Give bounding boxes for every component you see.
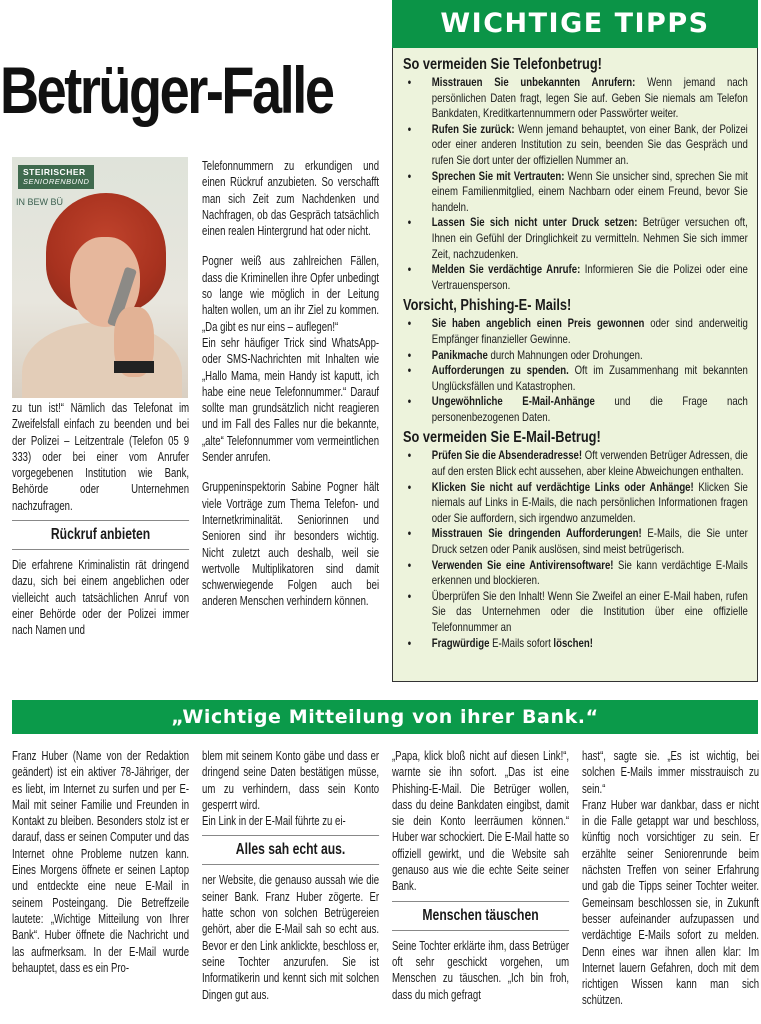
tip-text: und die Frage nach personenbezogenen Daten. [431,394,748,424]
tip-text: Sie kann verdächtige E-Mails erkennen und blockieren. [431,557,748,588]
paragraph: Franz Huber war dankbar, dass er nicht in die Falle getappt war und beschloss, künftig noch vorsichtiger zu sein. Er erzählte seiner Seniorenrunde beim nächsten Treffen von seiner Erfahrung und gab die Tipps seiner Tochter weiter. Gemeinsam beschlossen sie, in Zukunft besser aufeinander aufzupassen und verdächtige E-Mails sofort zu melden. Denn eines war ihnen allen klar: Im Internet lauern Gefahren, doch mit dem richtigen Wissen kann man sich schützen. [582,797,760,1008]
tip-item [403,75,748,122]
article-bottom-column-4 [582,748,759,1009]
article-top-column-2 [202,158,379,610]
tip-bold: Klicken Sie nicht auf verdächtige Links oder Anhänge! [431,479,694,494]
tip-item [403,526,748,557]
paragraph: Seine Tochter erklärte ihm, dass Betrüger oft sehr geschickt vorgehen, um Menschen zu täuschen. „Ich bin froh, dass du mich gefragt [392,938,570,1002]
tip-text: Wenn Sie unsicher sind, sprechen Sie mit einem Familienmitglied, einem Nachbarn oder einem Freund, bevor Sie handeln. [431,168,748,214]
section-banner: „Wichtige Mitteilung von ihrer Bank.“ [12,700,758,734]
tip-item [403,589,748,636]
tip-item [403,636,748,652]
tips-box [392,0,758,682]
tip-item [403,448,748,479]
logo-line-1: STEIRISCHER [23,167,86,177]
subheading: Alles sah echt aus. [202,835,379,865]
tip-text: E-Mails, die Sie unter Druck setzen oder Panik auslösen, sind meist betrügerisch. [431,526,748,557]
paragraph: „Papa, klick bloß nicht auf diesen Link!“, warnte sie ihn sofort. „Das ist eine Phishing-E-Mail. Die Betrüger wollen, dass du deine Bankdaten eingibst, damit sie dein Konto leerräumen können.“ Huber war schockiert. Die E-Mail hatte so offiziell gewirkt, und die Website sah genauso aus wie die echte Seite seiner Bank. [392,749,570,894]
paragraph: Pogner weiß aus zahlreichen Fällen, dass die Kriminellen ihre Opfer unbedingt so lange wie möglich in der Leitung halten wollen, um an ihr Ziel zu kommen. „Da gibt es nur eins – auflegen!“ [202,254,380,334]
tip-text: durch Mahnungen oder Drohungen. [487,347,643,362]
tip-item [403,215,748,262]
tips-section-heading: Vorsicht, Phishing-E- Mails! [403,297,572,315]
tip-item [403,480,748,527]
tip-text: Klicken Sie niemals auf Links in E-Mails, die nach persönlichen Informationen fragen oder Sie auffordern, sich irgendwo anzumelden. [431,479,748,525]
article-top-column-1 [12,400,189,639]
paragraph: blem mit seinem Konto gäbe und dass er dringend seine Daten bestätigen müsse, um zu verhindern, dass sein Konto gesperrt wird. [202,749,380,812]
tip-bold: Misstrauen Sie dringenden Aufforderungen! [431,526,642,541]
tip-bold: Sprechen Sie mit Vertrauten: [431,168,565,183]
paragraph: ner Website, die genauso aussah wie die seiner Bank. Franz Huber zögerte. Er hatte schon von solchen Betrügereien gehört, aber die E-Mail sah so echt aus. Bevor er den Link anklickte, beschloss er, seine Tochter anzurufen. Sie ist Informatikerin und kennt sich mit solchen Dingen gut aus. [202,873,380,1002]
tips-section-heading: So vermeiden Sie Telefonbetrug! [403,56,602,73]
tip-item [403,169,748,216]
tips-content [403,54,748,651]
paragraph: Gruppeninspektorin Sabine Pogner hält viele Vorträge zum Thema Telefon- und Internetkriminalität. Seniorinnen und Senioren sind ihr besonders wichtig. Nicht zuletzt auch deshalb, weil sie wertvolle Multiplikatoren sind damit schwerwiegende Folgen auch bei anderen Menschen verhindern können. [202,480,380,609]
tip-bold: Rufen Sie zurück: [431,121,515,136]
article-bottom-column-1 [12,748,189,976]
tip-bold: Lassen Sie sich nicht unter Druck setzen: [431,215,638,230]
tips-body [392,48,758,682]
tips-list [403,75,748,293]
logo-line-2: SENIORENBUND [23,177,90,186]
paragraph: Die erfahrene Kriminalistin rät dringend dazu, sich bei einem angeblichen oder vielleicht auch tatsächlichen Anruf von einer Behörde oder der Polizei immer nach Namen und [12,558,190,638]
article-title: Betrüger-Falle [0,53,333,127]
tip-text: Betrüger versuchen oft, Ihnen ein Gefühl der Dringlichkeit zu vermitteln. Nehmen Sie sich immer Zeit, nachzudenken. [431,215,748,261]
paragraph: zu tun ist!“ Nämlich das Telefonat im Zweifelsfall einfach zu beenden und bei der Polizei – Leitzentrale (Telefon 05 9 333) oder bei einer vom Anrufer vorgegebenen Institution wie Bank, Behörde oder Unternehmen nachzufragen. [12,401,190,513]
tip-item [403,394,748,425]
tip-bold: Fragwürdige [431,635,490,650]
tips-section-heading: So vermeiden Sie E-Mail-Betrug! [403,429,601,447]
tip-item [403,316,748,347]
paragraph: Ein Link in der E-Mail führte zu ei- [202,814,346,829]
tips-list [403,316,748,425]
tip-bold: Verwenden Sie eine Antivirensoftware! [431,557,614,572]
tip-bold: Misstrauen Sie unbekannten Anrufern: [431,75,636,89]
tip-bold: Panikmache [431,347,488,362]
tip-item [403,262,748,293]
paragraph: hast“, sagte sie. „Es ist wichtig, bei solchen E-Mails immer misstrauisch zu sein.“ [582,749,760,796]
tip-item [403,348,748,364]
tip-bold: Prüfen Sie die Absenderadresse! [431,448,583,463]
tip-bold: Melden Sie verdächtige Anrufe: [431,262,581,277]
tip-item [403,363,748,394]
photo-shoulders [22,322,182,398]
portrait-photo [12,157,188,398]
tip-text: Wenn jemand nach persönlichen Daten fragt, legen Sie auf. Geben Sie niemals am Telefon Bankdaten, Kreditkartennummern oder Passwörter weiter. [431,75,748,121]
subheading: Rückruf anbieten [12,520,189,550]
tip-item [403,122,748,169]
photo-watch [114,361,154,373]
tip-text: Oft verwenden Betrüger Adressen, die auf den ersten Blick echt aussehen, aber kleine Abweichungen enthalten. [431,448,748,479]
tip-text: Oft im Zusammenhang mit bekannten Unglücksfällen und Katastrophen. [431,363,748,393]
tip-text: Wenn jemand behauptet, von einer Bank, der Polizei oder einer anderen Institution zu sein, beenden Sie das Gespräch und rufen Sie dort unter der offiziellen Nummer an. [431,121,748,167]
tip-text: oder sind anderweitig Empfänger finanzieller Gewinne. [431,316,748,346]
tip-text: Überprüfen Sie den Inhalt! Wenn Sie Zweifel an einer E-Mail haben, rufen Sie das Unternehmen oder die Institution über eine offizielle Telefonnummer an [431,588,748,634]
seniorenbund-logo [18,165,94,189]
tip-bold: Sie haben angeblich einen Preis gewonnen [431,316,645,331]
subheading: Menschen täuschen [392,901,569,931]
tips-header: WICHTIGE TIPPS [392,0,758,48]
article-bottom-column-2 [202,748,379,1003]
tip-bold: Ungewöhnliche E-Mail-Anhänge [431,394,595,409]
paragraph: Ein sehr häufiger Trick sind WhatsApp- oder SMS-Nachrichten mit Inhalten wie „Hallo Mama, mein Handy ist kaputt, ich habe eine neue Telefonnummer.“ Darauf sollte man grundsätzlich nicht reagieren und im Fall des Falles nur die bekannte, „alte“ Telefonnummer vom vermeintlichen Sender anrufen. [202,335,380,465]
tip-bold: Aufforderungen zu spenden. [431,363,569,378]
tip-text: E-Mails sofort [489,635,554,650]
paragraph: Telefonnummern zu erkundigen und einen Rückruf anzubieten. So verschafft man sich Zeit zum Nachdenken und Nachfragen, ob das Gespräch tatsächlich einen realen Hintergrund hat oder nicht. [202,159,380,239]
tips-list [403,448,748,651]
paragraph: Franz Huber (Name von der Redaktion geändert) ist ein aktiver 78-Jähriger, der es liebt, im Internet zu surfen und per E-Mail mit seiner Familie und Freunden in Kontakt zu bleiben. Besonders stolz ist er darauf, dass er seinen Computer und das Internet ohne Probleme nutzen kann. Eines Morgens öffnete er seinen Laptop und entdeckte eine neue E-Mail in seinem Posteingang. Die Betreffzeile lautete: „Wichtige Mitteilung von Ihrer Bank“. Huber öffnete die Nachricht und las aufmerksam. In der E-Mail wurde behauptet, dass es ein Pro- [12,749,190,975]
article-bottom-column-3 [392,748,569,1003]
photo-background-text: IN BEW BÜ [16,197,64,207]
tip-text: Informieren Sie die Polizei oder eine Vertrauensperson. [431,262,748,292]
tip-item [403,558,748,589]
tip-bold: löschen! [553,635,593,650]
